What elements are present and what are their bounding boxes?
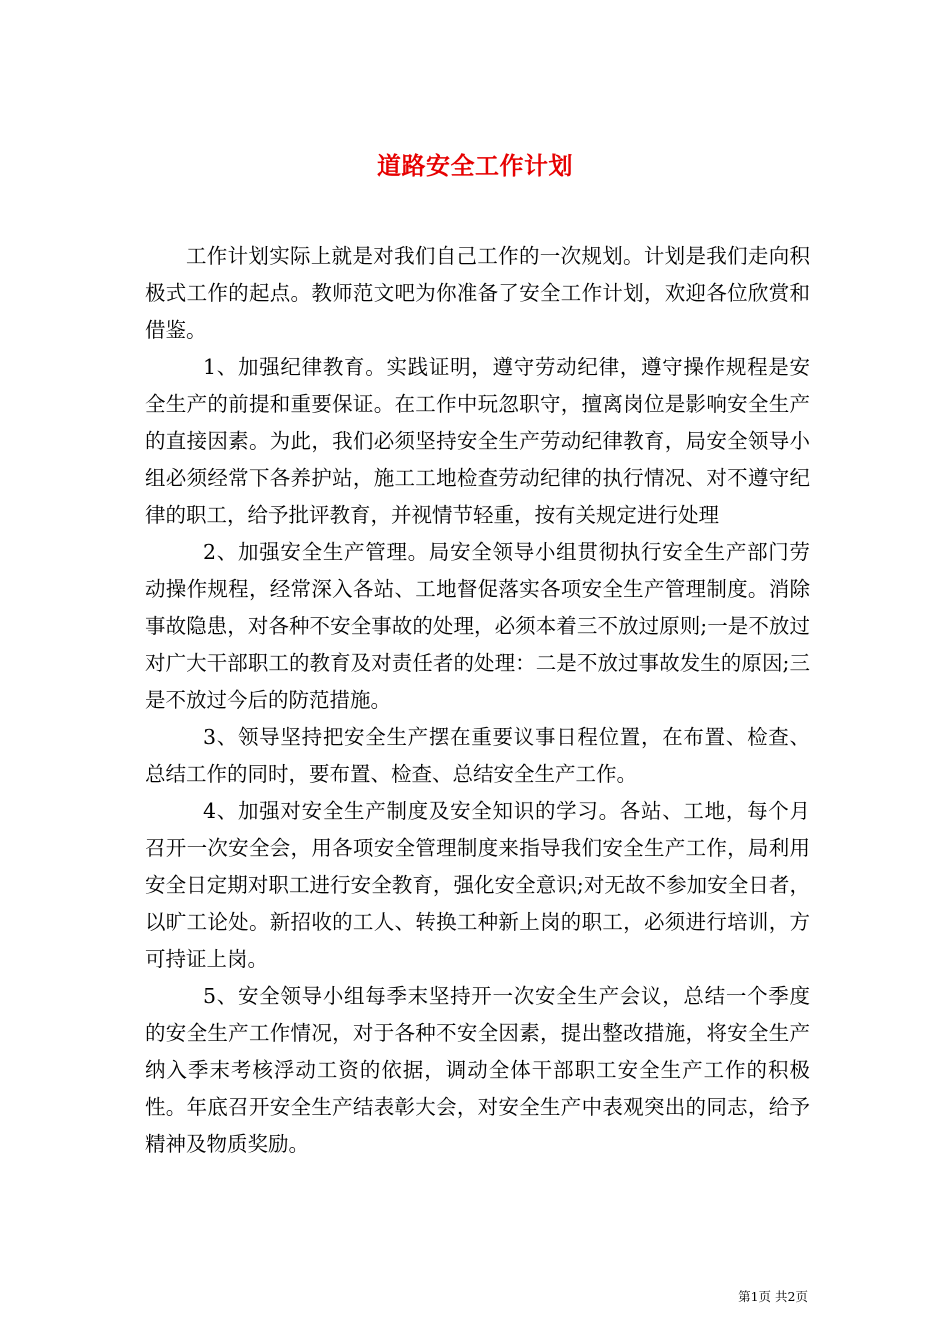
footer-total-pages: 2 — [787, 1289, 796, 1304]
page-title: 道路安全工作计划 — [377, 151, 573, 181]
paragraph-item-4: 4、加强对安全生产制度及安全知识的学习。各站、工地，每个月召开一次安全会，用各项安全管理制度来指导我们安全生产工作，局利用安全日定期对职工进行安全教育，强化安全意识;对无故不参加安全日者，以旷工论处。新招收的工人、转换工种新上岗的职工，必须进行培训，方可持证上岗。 — [145, 799, 810, 971]
footer-middle: 页 共 — [758, 1289, 788, 1304]
document-body — [145, 238, 810, 1163]
paragraph-intro: 工作计划实际上就是对我们自己工作的一次规划。计划是我们走向积极式工作的起点。教师范文吧为你准备了安全工作计划，欢迎各位欣赏和借鉴。 — [145, 244, 810, 342]
footer-current-page: 1 — [750, 1289, 759, 1304]
paragraph-item-2: 2、加强安全生产管理。局安全领导小组贯彻执行安全生产部门劳动操作规程，经常深入各站、工地督促落实各项安全生产管理制度。消除事故隐患，对各种不安全事故的处理，必须本着三不放过原则;一是不放过对广大干部职工的教育及对责任者的处理：二是不放过事故发生的原因;三是不放过今后的防范措施。 — [145, 540, 810, 712]
footer-suffix: 页 — [795, 1289, 808, 1304]
paragraph-item-1: 1、加强纪律教育。实践证明，遵守劳动纪律，遵守操作规程是安全生产的前提和重要保证。在工作中玩忽职守，擅离岗位是影响安全生产的直接因素。为此，我们必须坚持安全生产劳动纪律教育，局安全领导小组必须经常下各养护站，施工工地检查劳动纪律的执行情况、对不遵守纪律的职工，给予批评教育，并视情节轻重，按有关规定进行处理 — [145, 355, 810, 527]
page-number-footer — [738, 1289, 808, 1305]
paragraph-item-3: 3、领导坚持把安全生产摆在重要议事日程位置，在布置、检查、总结工作的同时，要布置、检查、总结安全生产工作。 — [145, 725, 810, 786]
footer-prefix: 第 — [738, 1289, 751, 1304]
paragraph-item-5: 5、安全领导小组每季末坚持开一次安全生产会议，总结一个季度的安全生产工作情况，对于各种不安全因素，提出整改措施，将安全生产纳入季末考核浮动工资的依据，调动全体干部职工安全生产工作的积极性。年底召开安全生产结表彰大会，对安全生产中表观突出的同志，给予精神及物质奖励。 — [145, 984, 810, 1156]
